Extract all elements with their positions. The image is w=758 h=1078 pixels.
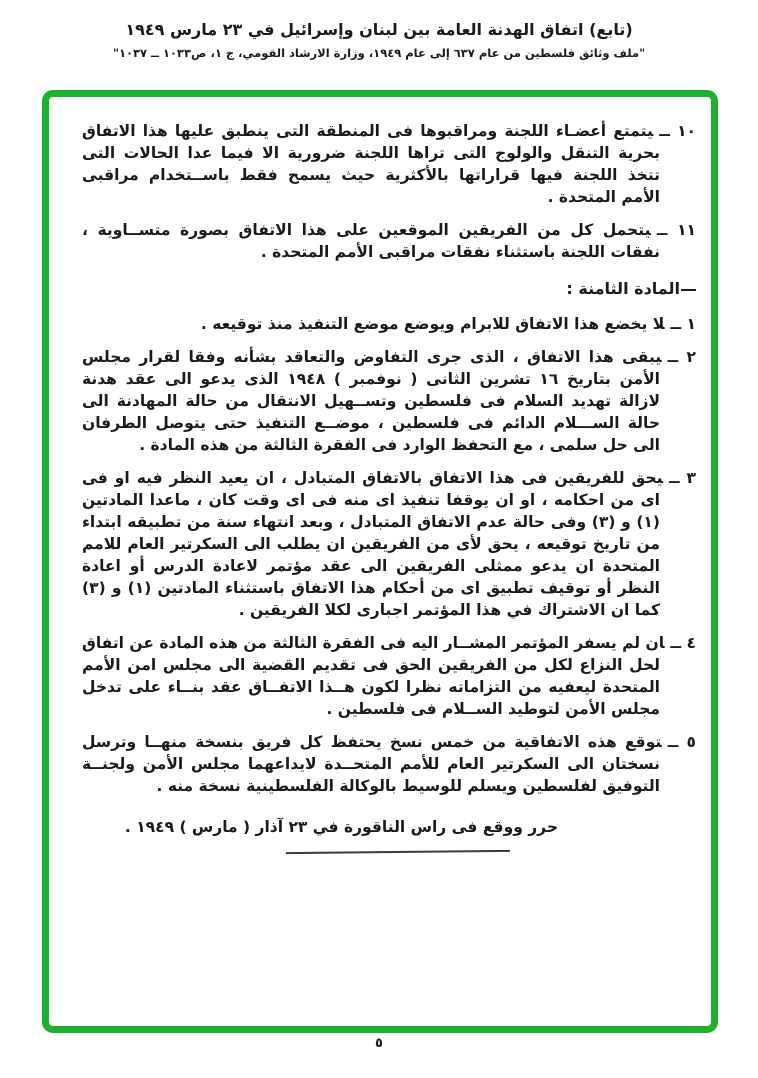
item-number: ١ ــ: [670, 315, 696, 333]
item-text: لا يخضع هذا الاتفاق للابرام ويوضع موضع التنفيذ منذ توقيعه .: [200, 315, 665, 333]
item-number: ١١ ــ: [656, 221, 696, 239]
item-text: يبقى هذا الاتفاق ، الذى جرى التفاوض والتعاقد بشأنه وفقا لقرار مجلس الأمن بتاريخ ١٦ تشرين الثانى ( نوفمبر ) ١٩٤٨ الذى يدعو الى عقد هدنة لازالة تهديد السلام فى فلسطين وتســهيل الانتقال من حالة المهادنة الى حالة الســـلام الدائم فى فلسطين ، موضــع التنفيذ حتى يتوصل الطرفان الى حل سلمى ، مع التحفظ الوارد فى الفقرة الثالثة من هذه المادة .: [82, 348, 662, 454]
item-text: ان لم يسفر المؤتمر المشــار اليه فى الفقرة الثالثة من هذه المادة عن اتفاق لحل النزاع لكل من الفريقين الحق فى تقديم القضية الى مجلس امن الأمم المتحدة ليعفيه من التزاماته نظرا لكون هــذا الاتفــاق عقد بنــاء على تدخل مجلس الأمن لتوطيد الســلام فى فلسطين .: [82, 634, 665, 718]
item-text: يتحمل كل من الفريقين الموقعين على هذا الاتفاق بصورة متســاوية ، نفقات اللجنة باستثناء نفقات مراقبى الأمم المتحدة .: [82, 221, 660, 261]
page-header: [0, 20, 758, 60]
item-number: ١٠ ــ: [659, 122, 696, 140]
item-text: يحق للفريقين فى هذا الاتفاق بالاتفاق المتبادل ، ان يعيد النظر فيه او فى اى من احكامه ، او ان يوقفا تنفيذ اى منه فى اى وقت كان ، ماعدا المادتين (١) و (٣) وفى حالة عدم الاتفاق المتبادل ، وبعد انتهاء سنة من تطبيقه ابتداء من تاريخ توقيعه ، يحق لأى من الفريقين ان يطلب الى السكرتير العام للامم المتحدة ان يدعو ممثلى الفريقين الى عقد مؤتمر لاعادة الدرس أو اعادة النظر أو توقيف تطبيق اى من أحكام هذا الاتفاق باستثناء المادتين (١) و (٣) كما ان الاشتراك في هذا المؤتمر اجبارى لكلا الفريقين .: [82, 469, 663, 619]
document-body: [82, 120, 696, 1026]
list-item-4: [82, 632, 696, 720]
heading-dash-mark: [681, 289, 696, 291]
document-frame: [42, 90, 718, 1033]
item-number: ٥ ــ: [667, 733, 696, 751]
list-item-11: [82, 219, 696, 263]
list-item-2: [82, 346, 696, 456]
section-heading-article-8: المادة الثامنة :: [82, 278, 696, 300]
item-number: ٣ ــ: [668, 469, 696, 487]
item-text: يتمتع أعضـاء اللجنة ومراقبوها فى المنطقة التى ينطبق عليها هذا الاتفاق بحرية التنقل والولوج التى تراها اللجنة ضرورية الا فيما عدا الحالات التى تتخذ اللجنة فيها قراراتها بالأكثرية حيث يسمح فقط باســتخدام مراقبى الأمم المتحدة .: [82, 122, 660, 206]
item-number: ٤ ــ: [670, 634, 697, 652]
item-number: ٢ ــ: [667, 348, 696, 366]
list-item-5: [82, 731, 696, 797]
page-number: ٥: [375, 1036, 383, 1051]
source-citation: "ملف وثائق فلسطين من عام ٦٣٧ إلى عام ١٩٤٩، وزارة الارشاد القومي، ج ١، ص١٠٣٣ ــ ١٠٣٧": [112, 46, 646, 60]
list-item-3: [82, 467, 696, 621]
list-item-1: [82, 313, 696, 335]
document-title: (تابع) اتفاق الهدنة العامة بين لبنان وإسرائيل في ٢٣ مارس ١٩٤٩: [125, 20, 633, 39]
list-item-10: [82, 120, 696, 208]
signature-rule: [286, 850, 510, 854]
item-text: توقع هذه الاتفاقية من خمس نسخ يحتفظ كل فريق بنسخة منهــا وترسل نسختان الى السكرتير العام للأمم المتحــدة لايداعهما مجلس الأمن ولجنــة التوفيق لفلسطين ويسلم للوسيط بالوكالة الفلسطينية نسخة منه .: [82, 733, 662, 795]
closing-line: حرر ووقع فى راس الناقورة في ٢٣ آذار ( مارس ) ١٩٤٩ .: [124, 818, 558, 836]
